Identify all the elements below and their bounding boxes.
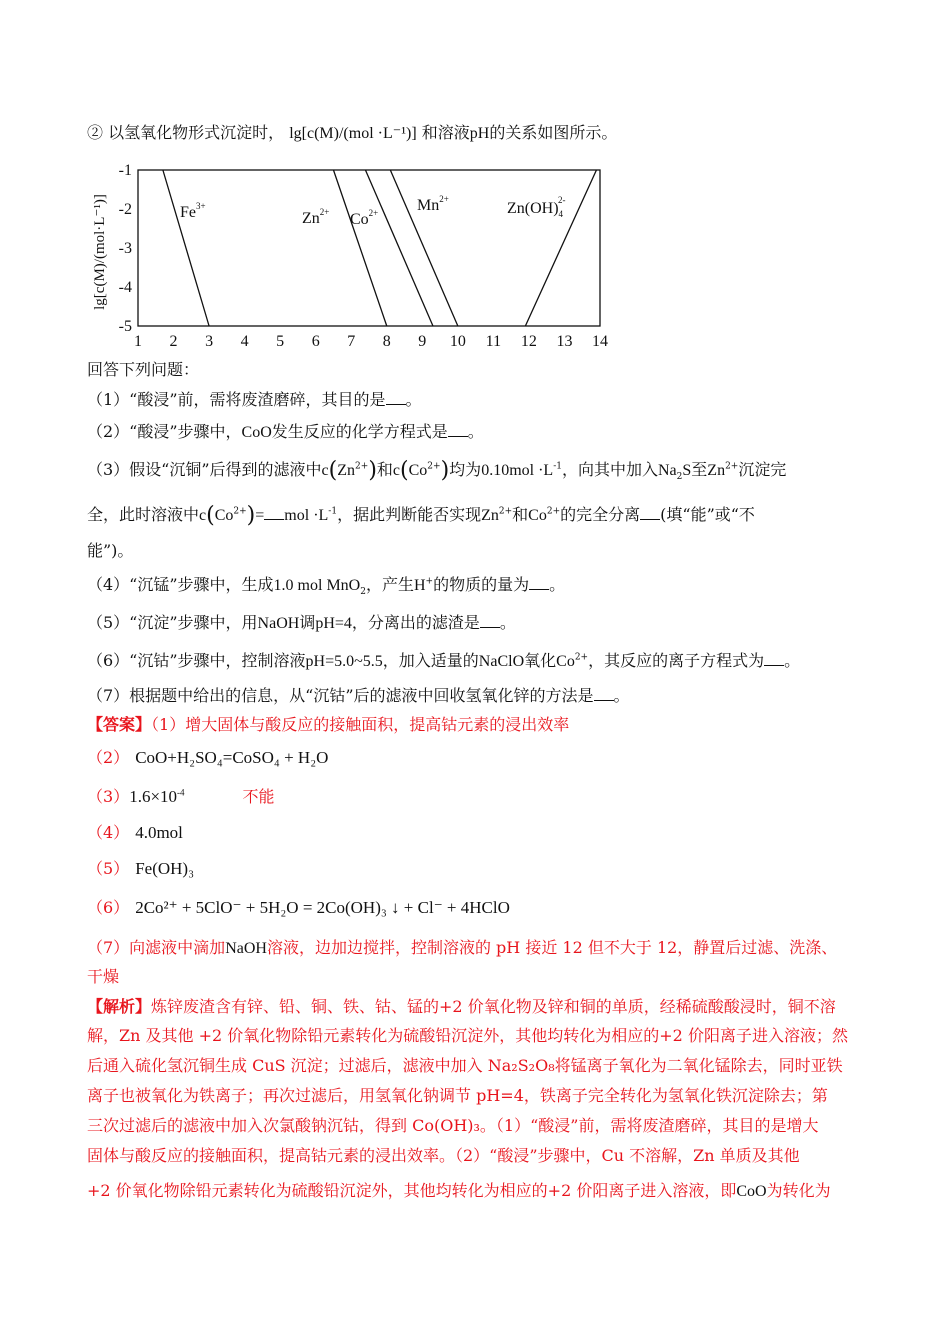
analysis-line-6: 固体与酸反应的接触面积，提高钴元素的浸出效率。（2）“酸浸”步骤中，Cu 不溶解，Zn 单质及其他 bbox=[87, 1146, 800, 1165]
intro-ph: pH bbox=[469, 125, 490, 142]
y-tick-label: -2 bbox=[118, 201, 132, 218]
precipitation-chart bbox=[80, 160, 620, 355]
question-4: （4）“沉锰”步骤中，生成1.0 mol MnO$_2$，产生H+的物质的量为 。 bbox=[87, 575, 566, 598]
answer-blank bbox=[264, 505, 284, 520]
answer-blank bbox=[480, 613, 500, 628]
answer-line-6: （6） 2Co²⁺ + 5ClO⁻ + 5H₂O = 2Co(OH)₃ ↓ + Cl⁻ + 4HClO bbox=[87, 898, 510, 917]
co-label: $Co^{2+}$ bbox=[350, 208, 379, 228]
x-tick-label: 9 bbox=[418, 333, 427, 350]
intro-text-end: 的关系如图所示。 bbox=[489, 123, 618, 142]
intro-text: 以氢氧化物形式沉淀时， bbox=[108, 123, 285, 142]
answer-line-7: （7）向滤液中滴加NaOH溶液，边加边搅拌，控制溶液的 pH 接近 12 但不大于 12，静置后过滤、洗涤、 bbox=[87, 938, 838, 957]
analysis-line-4: 离子也被氧化为铁离子；再次过滤后，用氢氧化钠调节 pH=4，铁离子完全转化为氢氧化铁沉淀除去；第 bbox=[87, 1086, 828, 1105]
answer-tag: 【答案】 bbox=[87, 715, 152, 734]
y-tick-label: -5 bbox=[118, 318, 132, 335]
analysis-line-2: 解，Zn 及其他 +2 价氧化物除铅元素转化为硫酸铅沉淀外，其他均转化为相应的+2 价阳离子进入溶液；然 bbox=[87, 1026, 848, 1045]
y-tick-label: -1 bbox=[118, 162, 132, 179]
answer-line-4: （4） 4.0mol bbox=[87, 823, 183, 842]
answer-line-1: 【答案】（1）增大固体与酸反应的接触面积，提高钴元素的浸出效率 bbox=[87, 715, 570, 734]
x-tick-label: 7 bbox=[347, 333, 356, 350]
question-3-line-3: 能”)。 bbox=[87, 541, 134, 560]
x-tick-label: 4 bbox=[240, 333, 249, 350]
question-6: （6）“沉钴”步骤中，控制溶液pH=5.0~5.5，加入适量的NaClO氧化$Co^{2+}$，其反应的离子方程式为 。 bbox=[87, 651, 801, 670]
intro-text-after: 和溶液 bbox=[421, 123, 470, 142]
question-2: （2）“酸浸”步骤中，CoO发生反应的化学方程式是 。 bbox=[87, 422, 484, 441]
x-tick-label: 12 bbox=[520, 333, 537, 350]
plot-frame bbox=[138, 170, 600, 326]
answer-line-5: （5） Fe(OH)₃ bbox=[87, 859, 194, 878]
series-line-0 bbox=[163, 170, 209, 326]
x-tick-label: 10 bbox=[449, 333, 466, 350]
answer-line-7b: 干燥 bbox=[87, 967, 120, 986]
answer-blank bbox=[640, 505, 660, 520]
x-tick-label: 8 bbox=[382, 333, 391, 350]
x-tick-label: 2 bbox=[169, 333, 178, 350]
x-tick-label: 11 bbox=[485, 333, 502, 350]
questions-header: 回答下列问题： bbox=[87, 360, 200, 379]
analysis-tag: 【解析】 bbox=[87, 997, 152, 1016]
answer-blank bbox=[594, 686, 614, 701]
answer-blank bbox=[764, 651, 784, 666]
analysis-line-3: 后通入硫化氢沉铜生成 CuS 沉淀；过滤后，滤液中加入 Na₂S₂O₈将锰离子氧化为二氧化锰除去，同时亚铁 bbox=[87, 1056, 843, 1075]
analysis-line-5: 三次过滤后的滤液中加入次氯酸钠沉钴，得到 Co(OH)₃。（1）“酸浸”前，需将废渣磨碎，其目的是增大 bbox=[87, 1116, 819, 1135]
answer-blank bbox=[386, 390, 406, 405]
series-line-1 bbox=[333, 170, 386, 326]
intro-line bbox=[87, 122, 617, 145]
x-tick-label: 14 bbox=[592, 333, 608, 350]
answer-blank bbox=[529, 575, 549, 590]
y-axis-label: lg[c(M)/(mol·L⁻¹)] bbox=[92, 194, 108, 310]
series-line-4 bbox=[525, 170, 596, 326]
x-tick-label: 5 bbox=[276, 333, 285, 350]
answer-line-2: （2） CoO+H₂SO₄=CoSO₄ + H₂O bbox=[87, 748, 329, 767]
answer-line-3: $(3)1.6\times 10^{-4}$ 不能 bbox=[87, 787, 275, 806]
series-line-2 bbox=[365, 170, 433, 326]
x-tick-label: 6 bbox=[311, 333, 320, 350]
x-tick-label: 3 bbox=[205, 333, 214, 350]
zn-label: $Zn^{2+}$ bbox=[302, 207, 330, 227]
x-tick-label: 13 bbox=[556, 333, 573, 350]
y-tick-label: -4 bbox=[118, 279, 132, 296]
question-5: （5）“沉淀”步骤中，用NaOH调pH=4，分离出的滤渣是 。 bbox=[87, 613, 516, 632]
analysis-line-1: 【解析】炼锌废渣含有锌、铅、铜、铁、钴、锰的+2 价氧化物及锌和铜的单质，经稀硫酸酸浸时，铜不溶 bbox=[87, 997, 836, 1016]
y-tick-label: -3 bbox=[118, 240, 132, 257]
intro-expression: lg[c(M)/(mol ·L⁻¹)] bbox=[289, 125, 417, 142]
question-3-line-1: （3）假设“沉铜”后得到的滤液中$c(Zn^{2+})$和$c(Co^{2+})$均为$0.10mol \cdot L^{-1}$，向其中加入$Na_2S$至$Zn^{2+}$沉淀完 bbox=[87, 458, 787, 483]
fe-label: $Fe^{3+}$ bbox=[180, 201, 206, 221]
question-1: （1）“酸浸”前，需将废渣磨碎，其目的是 。 bbox=[87, 390, 422, 409]
question-3-line-2: 全，此时溶液中$c(Co^{2+})=$ mol $\cdot L^{-1}$，据此判断能否实现$Zn^{2+}$和$Co^{2+}$的完全分离 (填“能”或“不 bbox=[87, 503, 755, 528]
mn-label: $Mn^{2+}$ bbox=[417, 194, 449, 214]
question-7: （7）根据题中给出的信息，从“沉钴”后的滤液中回收氢氧化锌的方法是 。 bbox=[87, 686, 630, 705]
znoh-label: $Zn(OH)_42-$ bbox=[507, 195, 566, 219]
intro-circle: ② bbox=[87, 123, 104, 142]
x-tick-label: 1 bbox=[134, 333, 142, 350]
answer-blank bbox=[448, 422, 468, 437]
analysis-line-7: +2 价氧化物除铅元素转化为硫酸铅沉淀外，其他均转化为相应的+2 价阳离子进入溶液，即CoO为转化为 bbox=[87, 1181, 831, 1200]
